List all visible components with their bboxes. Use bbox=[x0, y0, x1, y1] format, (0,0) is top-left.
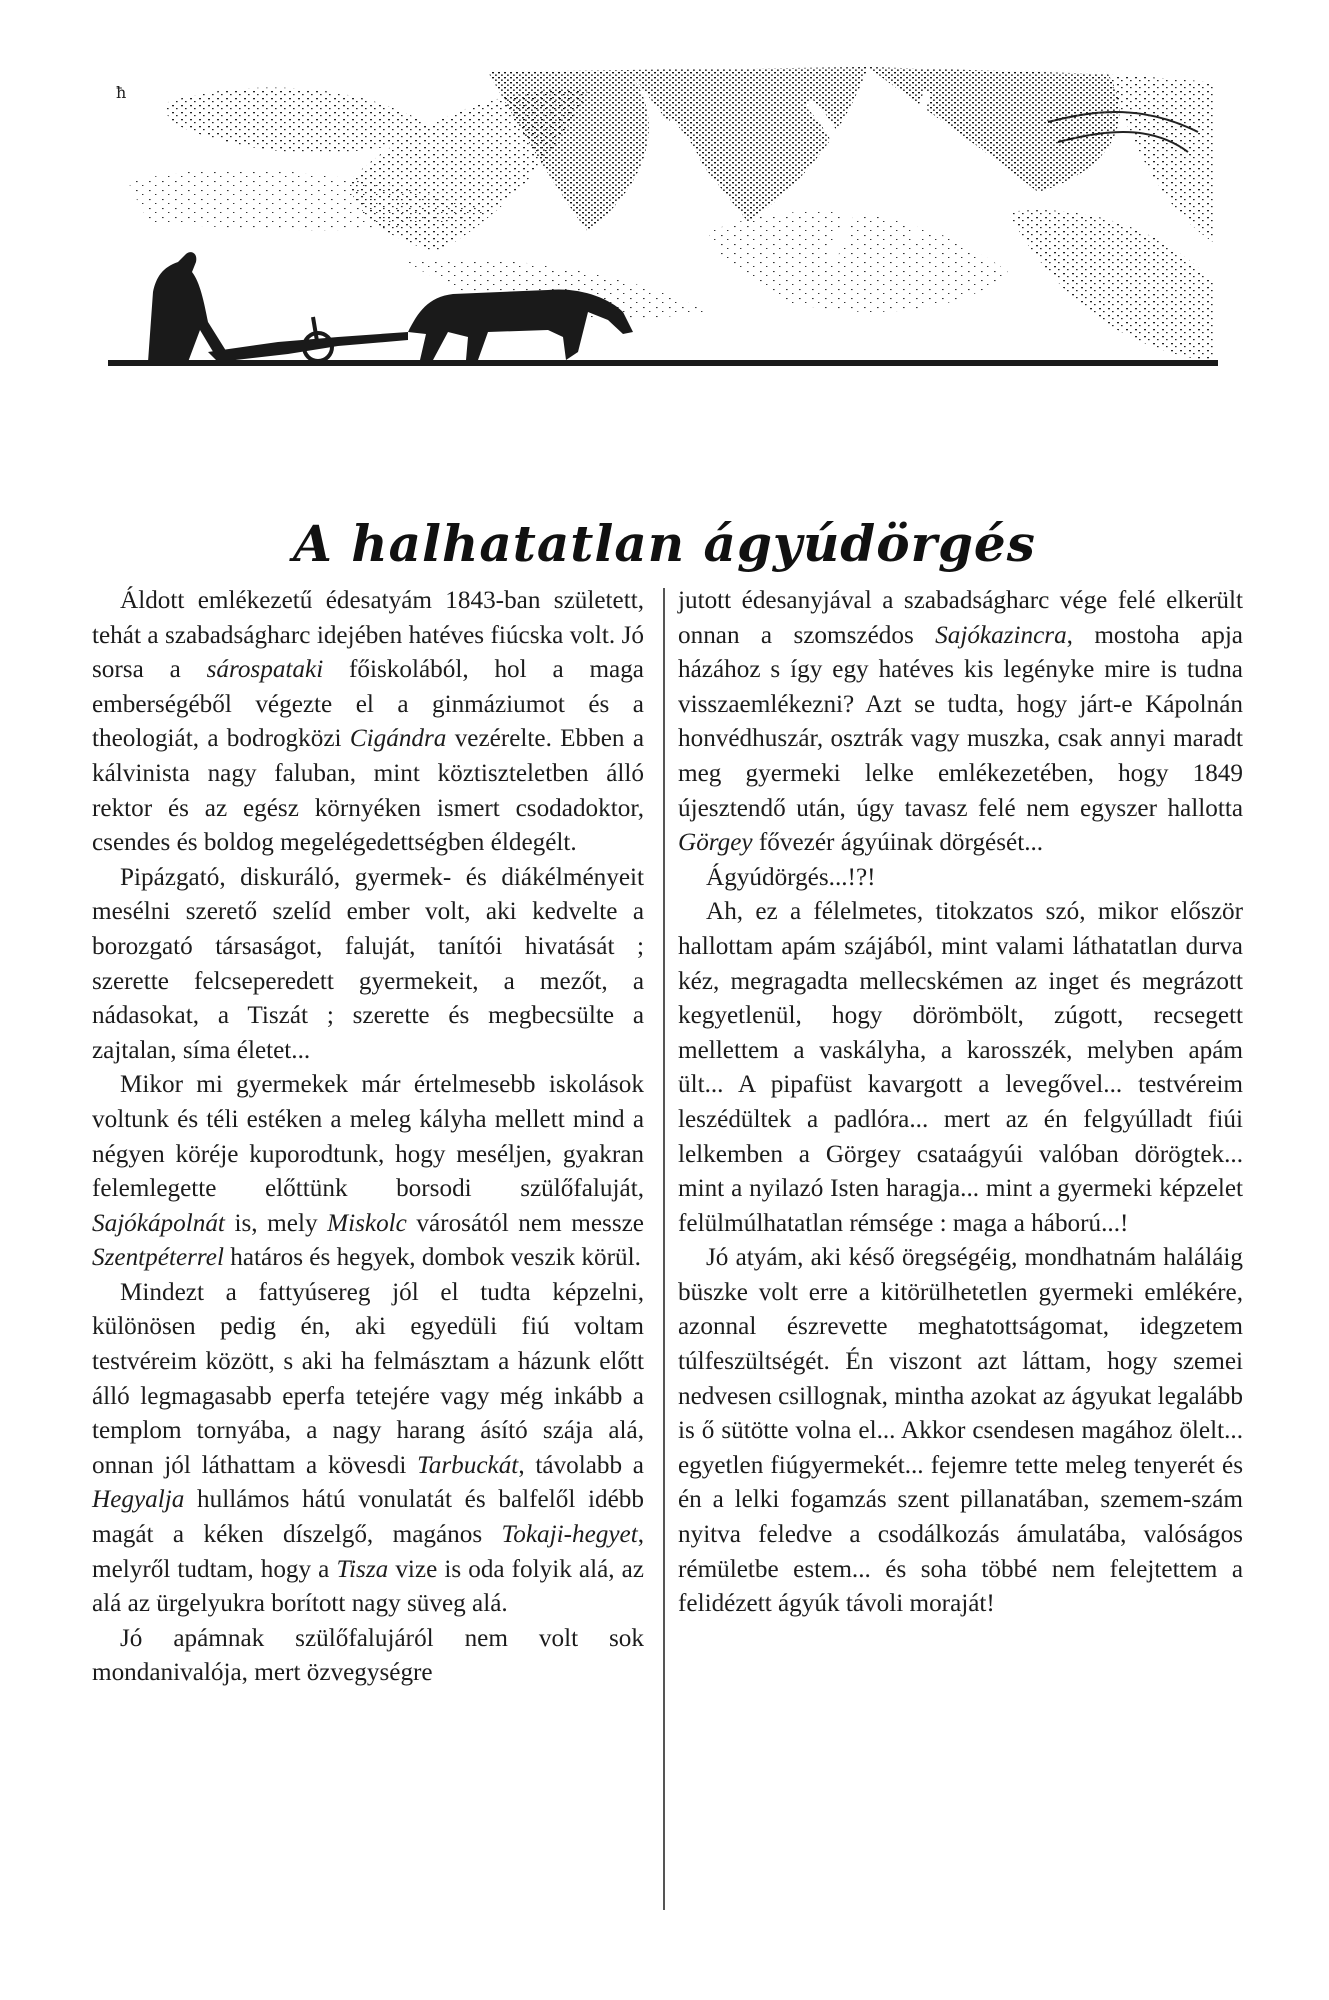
text-run: Ah, ez a félelmetes, titokzatos szó, mikor először hallottam apám szájából, mint valami láthatatlan durva kéz, megragadta mellecskémen az inget és megrázott kegyetlenül, hogy dörömbölt, zúgott, recsegett mellettem a vaskályha, a karosszék, melyben apám ült... A pipafüst kavargott a levegővel... testvéreim leszédültek a padlóra... mert az én felgyúlladt fiúi lelkemben a Görgey csataágyúi valóban dörögtek... mint a nyilazó Isten haragja... mint a gyermeki képzelet felülmúlhatatlan rémsége : maga a háború...! bbox=[678, 898, 1243, 1237]
text-run: is, mely bbox=[224, 1209, 328, 1237]
text-run: városától nem messze bbox=[406, 1209, 644, 1237]
paragraph bbox=[678, 861, 1243, 896]
ploughman-illustration bbox=[108, 62, 1218, 384]
italic-place-name: Görgey bbox=[678, 829, 753, 857]
text-run: Jó apámnak szülőfalujáról nem volt sok mondanivalója, mert özvegységre bbox=[92, 1624, 644, 1687]
paragraph bbox=[678, 895, 1243, 1241]
italic-place-name: sárospataki bbox=[206, 656, 324, 684]
italic-place-name: Miskolc bbox=[327, 1209, 407, 1237]
sky-clouds bbox=[128, 67, 1213, 362]
text-run: , melyről tudtam, hogy a bbox=[92, 1521, 644, 1583]
right-column bbox=[678, 584, 1243, 1622]
plough bbox=[208, 317, 408, 362]
italic-place-name: Hegyalja bbox=[92, 1486, 185, 1514]
text-run: vize is oda folyik alá, az alá az ürgelyukra borított nagy süveg alá. bbox=[92, 1555, 644, 1618]
paragraph bbox=[678, 1241, 1243, 1622]
paragraph bbox=[92, 1276, 644, 1622]
text-run: Pipázgató, diskuráló, gyermek- és diákélményeit mesélni szerető szelíd ember volt, aki kedvelte a borozgató társaságot, faluját, tanítói hivatását ; szerette felcseperedett gyermekeit, a mezőt, a nádasokat, a Tiszát ; szerette és megbecsülte a zajtalan, síma életet... bbox=[92, 863, 644, 1064]
italic-place-name: Sajókápolnát bbox=[92, 1209, 225, 1237]
italic-place-name: Sajókazincra bbox=[935, 621, 1067, 649]
text-run: fővezér ágyúinak dörgését... bbox=[752, 829, 1044, 857]
paragraph bbox=[678, 584, 1243, 861]
text-run: hullámos hátú vonulatát és balfelől idébb magát a kéken díszelgő, magános bbox=[92, 1486, 644, 1549]
text-run: jutott édesanyjával a szabadságharc vége felé elkerült onnan a szomszédos bbox=[678, 587, 1243, 649]
paragraph bbox=[92, 861, 644, 1069]
ploughman-figure bbox=[148, 252, 228, 362]
italic-place-name: Szentpéterrel bbox=[92, 1244, 224, 1272]
paragraph bbox=[92, 584, 644, 861]
text-run: főiskolából, hol a maga emberségéből végezte el a ginmáziumot és a theologiát, a bodrogközi bbox=[92, 656, 644, 753]
left-column bbox=[92, 584, 644, 1691]
column-divider bbox=[663, 588, 665, 1910]
text-run: Mindezt a fattyúsereg jól el tudta képzelni, különösen pedig én, aki egyedüli fiú voltam testvéreim között, s aki ha felmásztam a házunk előtt álló legmagasabb eperfa tetejére vagy még inkább a templom tornyába, a nagy harang ásító szája alá, onnan jól láthattam a kövesdi bbox=[92, 1278, 644, 1479]
text-run: Jó atyám, aki késő öregségéig, mondhatnám haláláig büszke volt erre a kitörülhetetlen gyermeki emlékére, azonnal észrevette meghatottságomat, idegzetem túlfeszültségét. Én viszont azt láttam, hogy szemei nedvesen csillognak, mintha azokat az ágyukat legalább is ő sütötte volna el... Akkor csendesen magához ölelt... egyetlen fiúgyermekét... fejemre tette meleg tenyerét és én a lelki fogamzás szent pillanatában, szemem-szám nyitva feledve a csodálkozás ámulatába, valóságos rémületbe estem... és soha többé nem felejtettem a felidézett ágyúk távoli moraját! bbox=[678, 1244, 1243, 1618]
text-run: határos és hegyek, dombok veszik körül. bbox=[223, 1244, 641, 1272]
italic-place-name: Tisza bbox=[336, 1555, 389, 1583]
text-run: vezérelte. Ebben a kálvinista nagy faluban, mint köztiszteletben álló rektor és az egész környéken ismert csodadoktor, csendes és boldog megelégedettségben éldegélt. bbox=[92, 725, 644, 857]
header-illustration bbox=[108, 62, 1218, 384]
italic-place-name: Cigándra bbox=[349, 725, 447, 753]
paragraph bbox=[92, 1068, 644, 1276]
italic-place-name: Tokaji-hegyet bbox=[501, 1521, 638, 1549]
text-run: , távolabb a bbox=[518, 1451, 644, 1479]
text-run: Ágyúdörgés...!?! bbox=[706, 863, 876, 891]
article-title: A halhatatlan ágyúdörgés bbox=[293, 513, 1036, 573]
horse-figure bbox=[408, 289, 633, 360]
text-run: , mostoha apja házához s így egy hatéves kis legényke mire is tudna visszaemlékezni? Azt se tudta, hogy járt-e Kápolnán honvédhuszár, osztrák vagy muszka, csak annyi maradt meg gyermeki lelke emlékezetében, hogy 1849 újesztendő után, úgy tavasz felé nem egyszer hallotta bbox=[678, 621, 1243, 822]
artist-monogram: ħ bbox=[116, 83, 127, 102]
paragraph bbox=[92, 1622, 644, 1691]
text-run: Áldott emlékezetű édesatyám 1843-ban született, tehát a szabadságharc idejében hatéves fiúcska volt. Jó sorsa a bbox=[92, 587, 644, 684]
ground-line bbox=[108, 360, 1218, 366]
italic-place-name: Tarbuckát bbox=[417, 1451, 519, 1479]
text-run: Mikor mi gyermekek már értelmesebb iskolások voltunk és téli estéken a meleg kályha mellett mind a négyen köréje kuporodtunk, hogy meséljen, gyakran felemlegette előttünk borsodi szülőfaluját, bbox=[92, 1071, 644, 1203]
